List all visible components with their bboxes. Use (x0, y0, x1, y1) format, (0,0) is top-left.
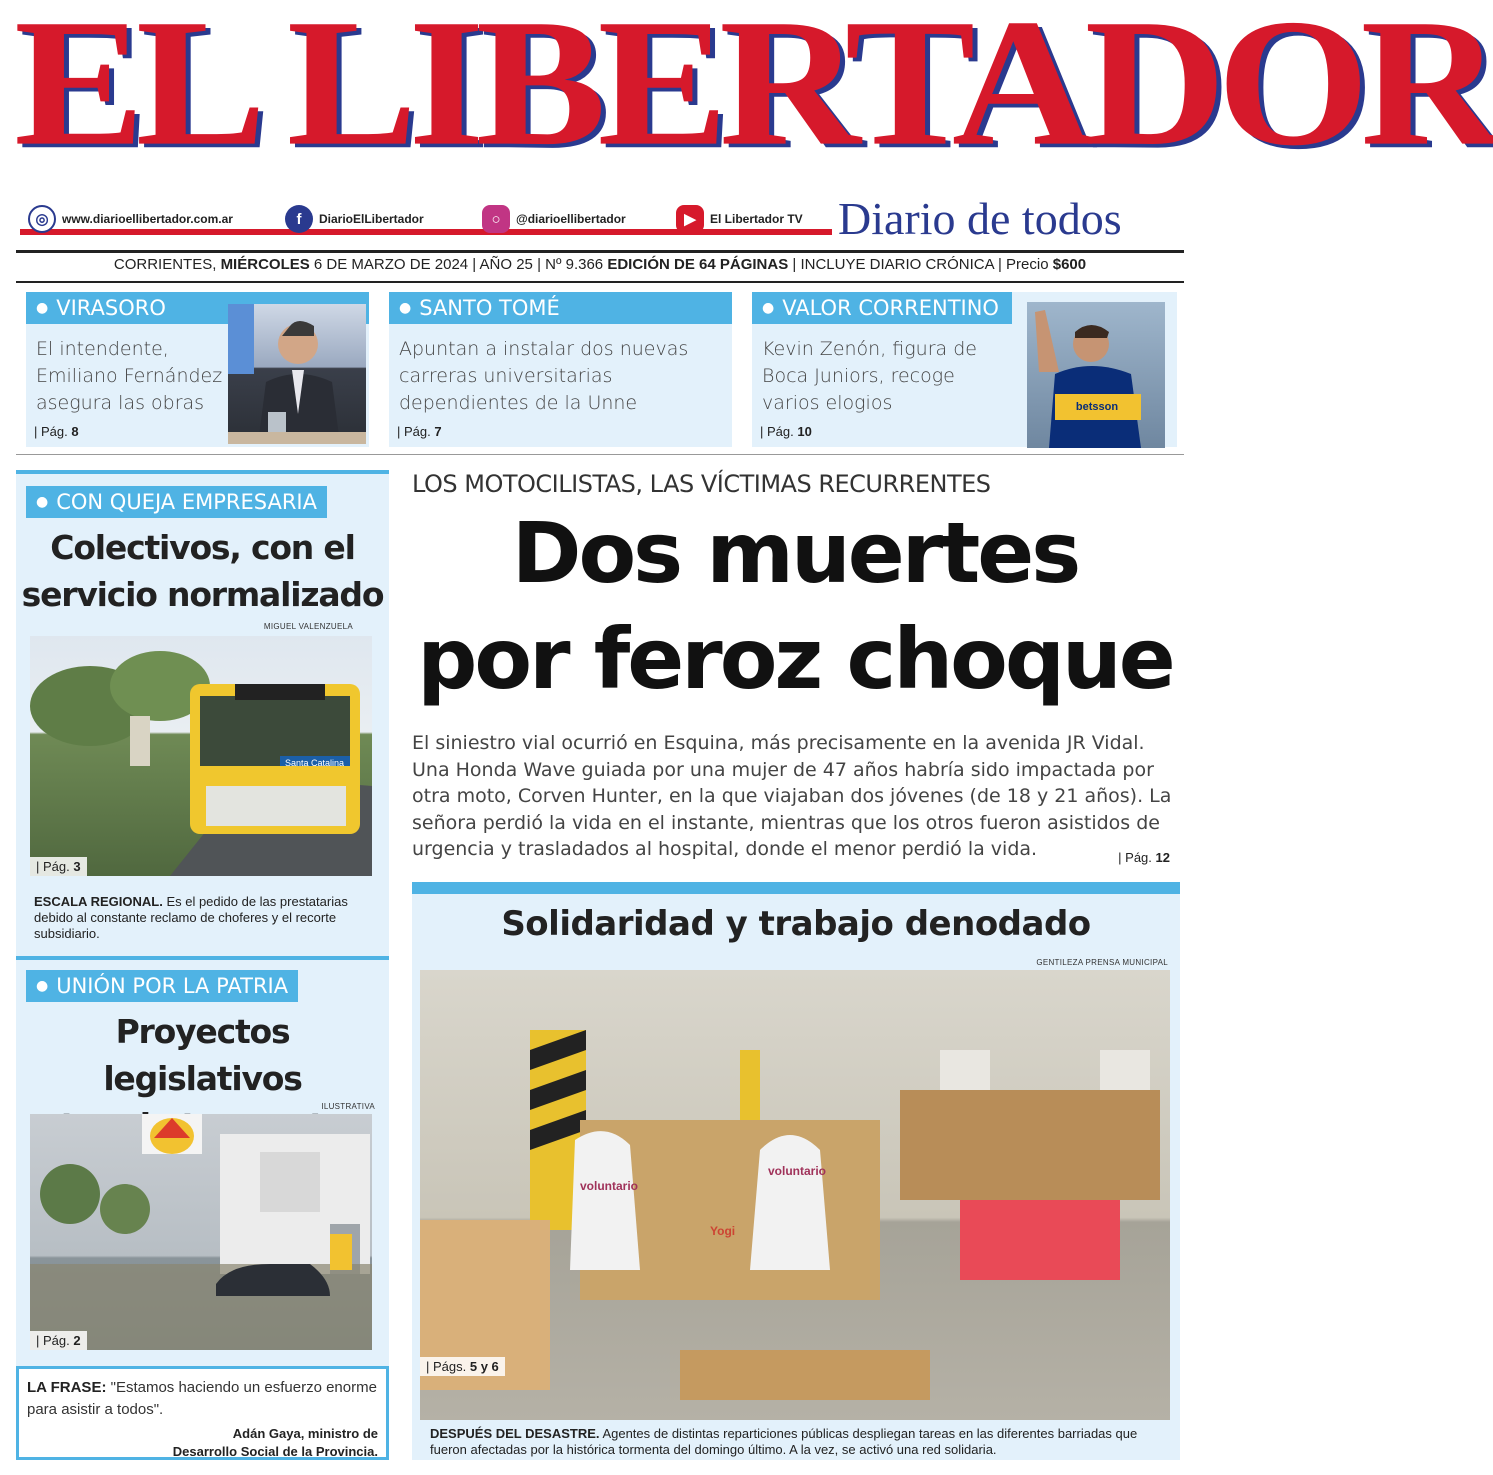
caption-lead: DESPUÉS DEL DESASTRE. (430, 1426, 600, 1441)
headline-line: servicio normalizado (21, 575, 384, 614)
page-ref[interactable] (1118, 850, 1170, 865)
headline-line: Dos muertes (511, 504, 1079, 602)
divider (16, 454, 1184, 455)
flood-photo (30, 1114, 372, 1350)
teaser-text: El intendente, Emiliano Fernández asegura las obras (36, 338, 223, 414)
newspaper-logo[interactable]: EL LIBERTADOR (14, 0, 1493, 184)
teaser-santo-tome[interactable] (389, 292, 732, 447)
web-url[interactable]: www.diarioellibertador.com.ar (62, 212, 233, 226)
main-headline[interactable] (400, 500, 1190, 712)
divider (16, 281, 1184, 283)
main-body: El siniestro vial ocurrió en Esquina, más precisamente en la avenida JR Vidal. Una Honda Wave guiada por una mujer de 47 años habría sido impactada por otra moto, Corven Hunter, en la que viajaban dos jóvenes (de 18 y 21 años). La señora perdió la vida en el instante, mientras que los otros fueron asistidos de urgencia y trasladados al hospital, donde el menor perdió la vida. (412, 732, 1172, 860)
flood-scene-icon (30, 1114, 372, 1350)
teaser-text: Apuntan a instalar dos nuevas carreras universitarias dependientes de la Unne (399, 338, 689, 414)
teaser-text: Kevin Zenón, figura de Boca Juniors, recoge varios elogios (762, 338, 977, 414)
teaser-kicker: ● VALOR CORRENTINO (752, 292, 1012, 324)
bus-sign: Santa Catalina (285, 758, 345, 768)
social-facebook[interactable] (285, 205, 424, 233)
warehouse-scene-icon (420, 970, 1170, 1420)
dateline-city: CORRIENTES, (113, 256, 217, 273)
photo-credit: GENTILEZA PRENSA MUNICIPAL (1036, 958, 1168, 967)
dateline-edition: EDICIÓN DE 64 PÁGINAS (607, 256, 789, 273)
headline-line: por feroz choque (417, 610, 1173, 708)
page-ref-number: 5 y 6 (469, 1359, 499, 1374)
quote-body: "Estamos haciendo un esfuerzo enorme para asistir a todos". (27, 1379, 377, 1418)
author-line: Adán Gaya, ministro de (232, 1426, 378, 1441)
story-headline[interactable] (16, 524, 389, 618)
page-ref-label: | Pág. (36, 859, 70, 874)
page-ref-number: 10 (797, 424, 812, 439)
social-bar (20, 203, 832, 239)
page-ref[interactable] (34, 424, 79, 439)
page-ref-number: 8 (71, 424, 79, 439)
page-ref-number: 12 (1155, 850, 1170, 865)
teaser-valor-correntino[interactable] (752, 292, 1177, 447)
photo-credit: ILUSTRATIVA (321, 1102, 375, 1111)
bus-photo (30, 636, 372, 876)
page-ref-label: | Pág. (1118, 850, 1152, 865)
vest-label: voluntario (580, 1179, 639, 1193)
player-photo (1027, 302, 1165, 448)
caption-text: Es el pedido de las prestatarias debido al constante reclamo de choferes y el recorte subsidiario. (34, 894, 348, 941)
youtube-channel[interactable]: El Libertador TV (710, 212, 803, 226)
globe-icon: ◎ (28, 205, 56, 233)
quote-author (27, 1425, 378, 1461)
vest-label: voluntario (768, 1164, 827, 1178)
main-kicker: LOS MOTOCILISTAS, LAS VÍCTIMAS RECURRENTES (412, 470, 991, 498)
svg-text:betsson: betsson (1075, 401, 1119, 413)
warehouse-photo (420, 970, 1170, 1420)
quote-box (16, 1366, 389, 1460)
page-ref[interactable] (397, 424, 442, 439)
page-ref-label: | Págs. (426, 1359, 467, 1374)
social-web[interactable] (28, 205, 233, 233)
left-column (16, 470, 389, 1460)
tagline: Diario de todos (838, 193, 1122, 244)
masthead (0, 0, 1493, 250)
section-rule (16, 956, 389, 960)
bus-scene-icon (30, 636, 372, 876)
quote-label: LA FRASE: (27, 1379, 107, 1396)
dateline-date: 6 DE MARZO DE 2024 | AÑO 25 | Nº 9.366 (313, 256, 604, 273)
page-ref[interactable] (760, 424, 812, 439)
page-ref-number: 3 (73, 859, 81, 874)
story-kicker: ● CON QUEJA EMPRESARIA (26, 486, 327, 518)
teaser-kicker: ● VIRASORO (26, 292, 369, 324)
page-ref-number: 2 (73, 1333, 81, 1348)
player-figure-icon (1027, 302, 1165, 448)
facebook-icon: f (285, 205, 313, 233)
photo-caption (34, 894, 374, 942)
page-ref-label: | Pág. (760, 424, 794, 439)
author-line: Desarrollo Social de la Provincia. (172, 1444, 378, 1459)
official-figure-icon (228, 304, 366, 444)
social-youtube[interactable] (676, 205, 803, 233)
divider (16, 250, 1184, 253)
page-ref-label: | Pág. (34, 424, 68, 439)
social-instagram[interactable] (482, 205, 626, 233)
teaser-kicker: ● SANTO TOMÉ (389, 292, 732, 324)
headline-line: Proyectos legislativos (103, 1012, 302, 1098)
quote-text (27, 1377, 378, 1421)
dateline (16, 256, 1184, 273)
caption-text: Agentes de distintas reparticiones públicas despliegan tareas en las diferentes barriadas que fueron afectadas por la histórica tormenta del domingo último. A la vez, se activó una red solidaria. (430, 1426, 1138, 1457)
solidarity-box (412, 882, 1180, 1460)
youtube-icon: ▶ (676, 205, 704, 233)
box-headline[interactable]: Solidaridad y trabajo denodado (501, 904, 1091, 944)
page-ref[interactable] (30, 1331, 87, 1350)
dateline-price: $600 (1052, 256, 1087, 273)
page-ref-number: 7 (434, 424, 442, 439)
page-ref-label: | Pág. (397, 424, 431, 439)
photo-credit: MIGUEL VALENZUELA (263, 622, 353, 631)
caption-lead: ESCALA REGIONAL. (34, 894, 163, 909)
teaser-virasoro[interactable] (26, 292, 369, 447)
instagram-handle[interactable]: @diarioellibertador (516, 212, 626, 226)
headline-line: Colectivos, con el (50, 528, 355, 567)
page-ref-label: | Pág. (36, 1333, 70, 1348)
page-ref[interactable] (30, 857, 87, 876)
photo-caption (430, 1426, 1165, 1458)
facebook-handle[interactable]: DiarioElLibertador (319, 212, 424, 226)
box-label: Yogi (710, 1224, 736, 1238)
story-kicker: ● UNIÓN POR LA PATRIA (26, 970, 298, 1002)
dateline-extra: | INCLUYE DIARIO CRÓNICA | Precio (792, 256, 1049, 273)
instagram-icon: ○ (482, 205, 510, 233)
page-ref[interactable] (420, 1357, 505, 1376)
dateline-weekday: MIÉRCOLES (220, 256, 310, 273)
official-photo (228, 304, 366, 444)
